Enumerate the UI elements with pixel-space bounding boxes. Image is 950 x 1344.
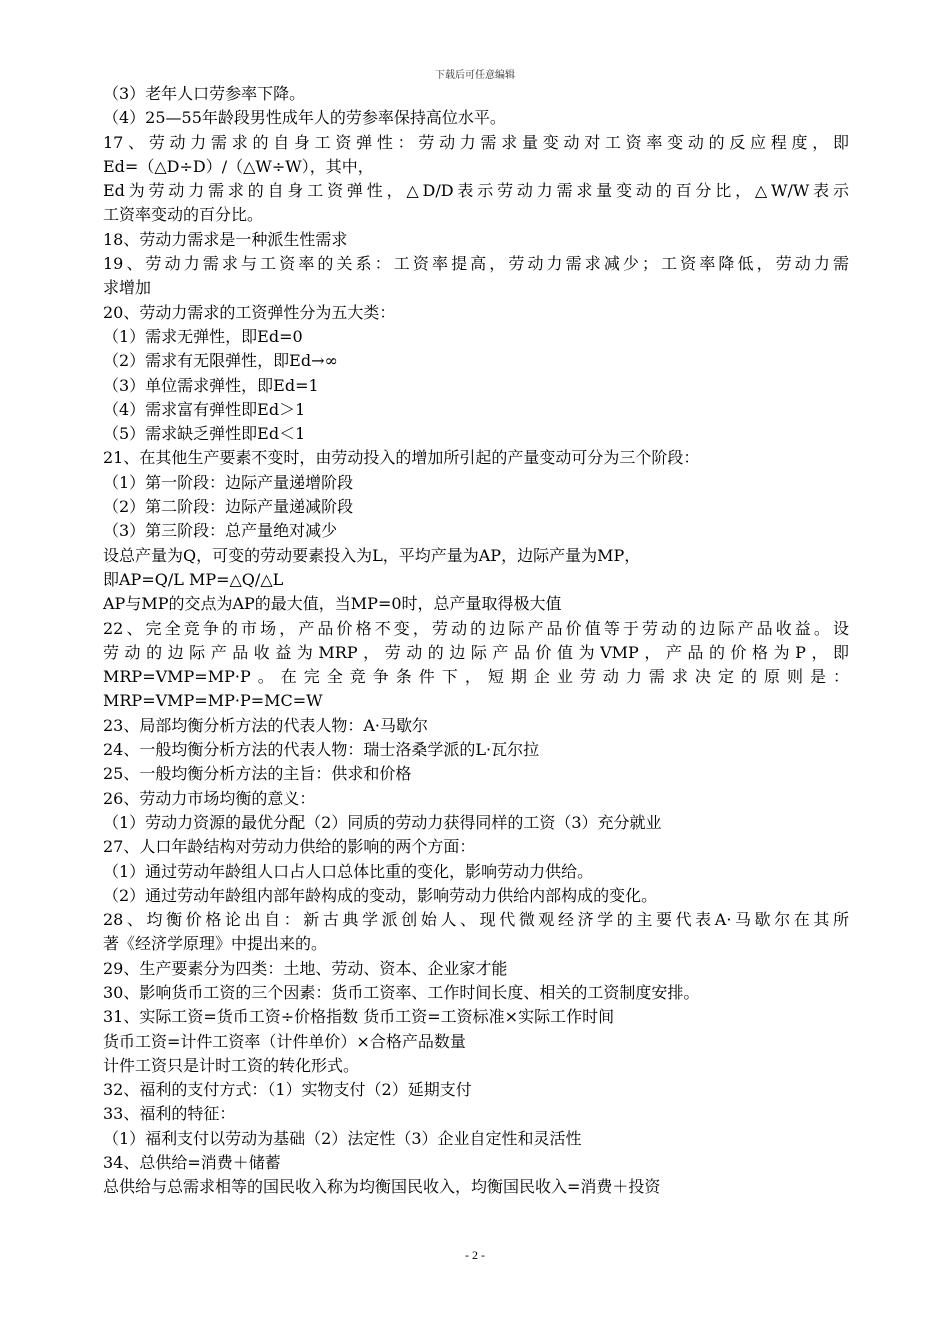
text-line: （1）通过劳动年龄组人口占人口总体比重的变化，影响劳动力供给。 bbox=[103, 861, 594, 881]
text-line: （1）福利支付以劳动为基础（2）法定性（3）企业自定性和灵活性 bbox=[103, 1128, 582, 1148]
text-line: （1）第一阶段：边际产量递增阶段 bbox=[103, 472, 354, 492]
text-line: 21、在其他生产要素不变时，由劳动投入的增加所引起的产量变动可分为三个阶段： bbox=[103, 448, 700, 468]
text-line: 计件工资只是计时工资的转化形式。 bbox=[103, 1055, 360, 1075]
page-number: - 2 - bbox=[465, 1248, 485, 1262]
text-line: （3）老年人口劳参率下降。 bbox=[103, 84, 306, 103]
text-line: （2）通过劳动年龄组内部年龄构成的变动，影响劳动力供给内部构成的变化。 bbox=[103, 885, 658, 905]
text-line: 31、实际工资=货币工资÷价格指数 货币工资=工资标准×实际工作时间 bbox=[103, 1007, 615, 1027]
text-line: 求增加 bbox=[103, 278, 152, 298]
text-line: Ed=（△D÷D）/（△W÷W），其中， bbox=[103, 156, 374, 176]
text-line: 29、生产要素分为四类：土地、劳动、资本、企业家才能 bbox=[103, 958, 508, 978]
text-line: 著《经济学原理》中提出来的。 bbox=[103, 934, 328, 954]
text-line: （5）需求缺乏弹性即Ed＜1 bbox=[103, 424, 306, 444]
text-line: 30、影响货币工资的三个因素：货币工资率、工作时间长度、相关的工资制度安排。 bbox=[103, 982, 700, 1002]
text-line: （1）需求无弹性，即Ed=0 bbox=[103, 326, 303, 346]
text-line: 19、劳动力需求与工资率的关系：工资率提高，劳动力需求减少；工资率降低，劳动力需 bbox=[103, 254, 849, 274]
text-line: 设总产量为Q，可变的劳动要素投入为L，平均产量为AP，边际产量为MP， bbox=[103, 545, 641, 565]
text-line: 28、均衡价格论出自：新古典学派创始人、现代微观经济学的主要代表A·马歇尔在其所 bbox=[103, 910, 849, 930]
text-line: （1）劳动力资源的最优分配（2）同质的劳动力获得同样的工资（3）充分就业 bbox=[103, 812, 662, 832]
text-line: （2）第二阶段：边际产量递减阶段 bbox=[103, 497, 354, 517]
text-line: （2）需求有无限弹性，即Ed→∞ bbox=[103, 351, 338, 371]
text-line: 总供给与总需求相等的国民收入称为均衡国民收入，均衡国民收入=消费＋投资 bbox=[103, 1177, 661, 1197]
text-line: 32、福利的支付方式：（1）实物支付（2）延期支付 bbox=[103, 1080, 472, 1100]
document-body bbox=[103, 82, 849, 1200]
text-line: 货币工资=计件工资率（计件单价）×合格产品数量 bbox=[103, 1031, 466, 1051]
text-line: （3）单位需求弹性，即Ed=1 bbox=[103, 375, 319, 395]
text-line: MRP=VMP=MP·P=MC=W bbox=[103, 691, 323, 711]
text-line: 18、劳动力需求是一种派生性需求 bbox=[103, 229, 348, 249]
text-line: 24、一般均衡分析方法的代表人物：瑞士洛桑学派的L·瓦尔拉 bbox=[103, 740, 540, 760]
text-line: 25、一般均衡分析方法的主旨：供求和价格 bbox=[103, 764, 412, 784]
text-line: 33、福利的特征： bbox=[103, 1104, 236, 1124]
text-line: 工资率变动的百分比。 bbox=[103, 205, 264, 225]
text-line: 20、劳动力需求的工资弹性分为五大类： bbox=[103, 302, 396, 322]
text-line: 17、劳动力需求的自身工资弹性：劳动力需求量变动对工资率变动的反应程度，即 bbox=[103, 132, 849, 152]
text-line: MRP=VMP=MP·P。在完全竞争条件下，短期企业劳动力需求决定的原则是： bbox=[103, 667, 849, 687]
text-line: 26、劳动力市场均衡的意义： bbox=[103, 788, 316, 808]
text-line: 22、完全竞争的市场，产品价格不变，劳动的边际产品价值等于劳动的边际产品收益。设 bbox=[103, 618, 849, 638]
text-line: （4）需求富有弹性即Ed＞1 bbox=[103, 399, 306, 419]
text-line: 34、总供给=消费＋储蓄 bbox=[103, 1153, 281, 1173]
text-line: （4）25—55年龄段男性成年人的劳参率保持高位水平。 bbox=[103, 108, 506, 128]
text-line: AP与MP的交点为AP的最大值，当MP=0时，总产量取得极大值 bbox=[103, 594, 562, 614]
text-line: （3）第三阶段：总产量绝对减少 bbox=[103, 521, 338, 541]
text-line: Ed为劳动力需求的自身工资弹性，△D/D表示劳动力需求量变动的百分比，△W/W表示 bbox=[103, 181, 849, 201]
text-line: 即AP=Q/L MP=△Q/△L bbox=[103, 569, 284, 589]
text-line: 劳动的边际产品收益为MRP，劳动的边际产品价值为VMP，产品的价格为P，即 bbox=[103, 642, 849, 662]
text-line: 27、人口年龄结构对劳动力供给的影响的两个方面： bbox=[103, 837, 476, 857]
page-header: 下载后可任意编辑 bbox=[435, 70, 515, 81]
text-line: 23、局部均衡分析方法的代表人物：A·马歇尔 bbox=[103, 715, 429, 735]
